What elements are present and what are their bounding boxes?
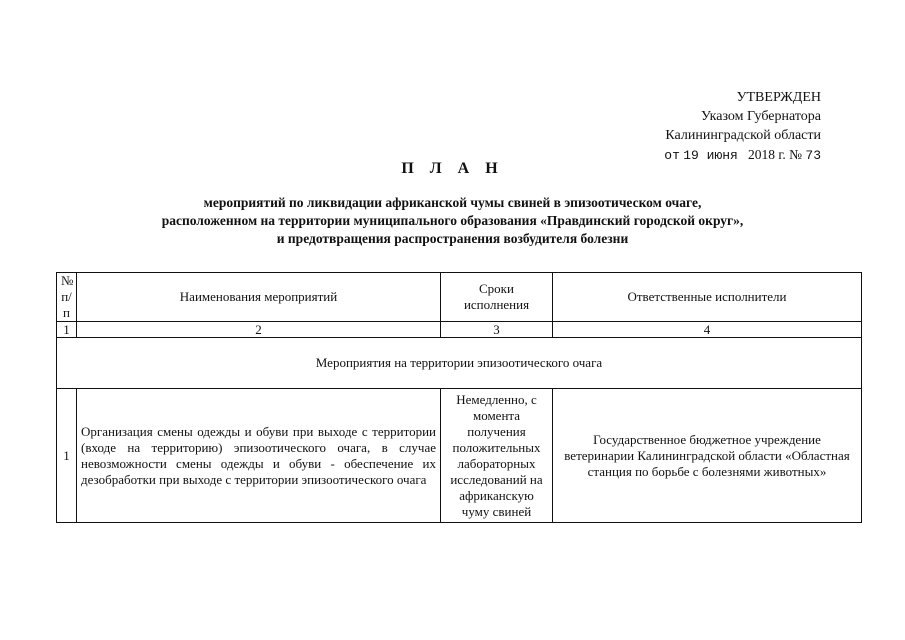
approval-line-2: Калининградской области <box>665 128 821 143</box>
approval-block <box>664 88 821 165</box>
document-subtitle <box>0 194 905 248</box>
date-year: 2018 г. № <box>747 147 803 162</box>
decree-number: 73 <box>805 148 821 163</box>
date-prefix: от <box>664 148 680 163</box>
row-number: 1 <box>57 389 77 523</box>
plan-table <box>56 272 862 523</box>
subtitle-line-1: мероприятий по ликвидации африканской чумы свиней в эпизоотическом очаге, <box>203 195 702 210</box>
section-row <box>57 338 862 389</box>
date-day-month: 19 июня <box>683 148 738 163</box>
approval-status: УТВЕРЖДЕН <box>736 90 821 105</box>
header-responsible: Ответственные исполнители <box>553 273 862 322</box>
column-number-row <box>57 322 862 338</box>
subtitle-line-2: расположенном на территории муниципального образования «Правдинский городской округ», <box>161 213 744 228</box>
column-number: 4 <box>553 322 862 338</box>
header-measures: Наименования мероприятий <box>77 273 441 322</box>
section-title: Мероприятия на территории эпизоотического очага <box>57 338 862 389</box>
header-terms: Сроки исполнения <box>441 273 553 322</box>
document-title: П Л А Н <box>401 160 504 177</box>
column-number: 2 <box>77 322 441 338</box>
row-measure: Организация смены одежды и обуви при выходе с территории (входе на территорию) эпизоотического очага, в случае невозможности смены одежды и обуви - обеспечение их дезобработки при выходе с территории эпизоотического очага <box>77 389 441 523</box>
header-number: № п/п <box>57 273 77 322</box>
column-number: 3 <box>441 322 553 338</box>
approval-line-1: Указом Губернатора <box>700 109 821 124</box>
table-row <box>57 389 862 523</box>
row-responsible: Государственное бюджетное учреждение ветеринарии Калининградской области «Областная станция по борьбе с болезнями животных» <box>553 389 862 523</box>
row-term: Немедленно, с момента получения положительных лабораторных исследований на африканскую чуму свиней <box>441 389 553 523</box>
column-number: 1 <box>57 322 77 338</box>
subtitle-line-3: и предотвращения распространения возбудителя болезни <box>276 231 629 246</box>
table-header-row <box>57 273 862 322</box>
